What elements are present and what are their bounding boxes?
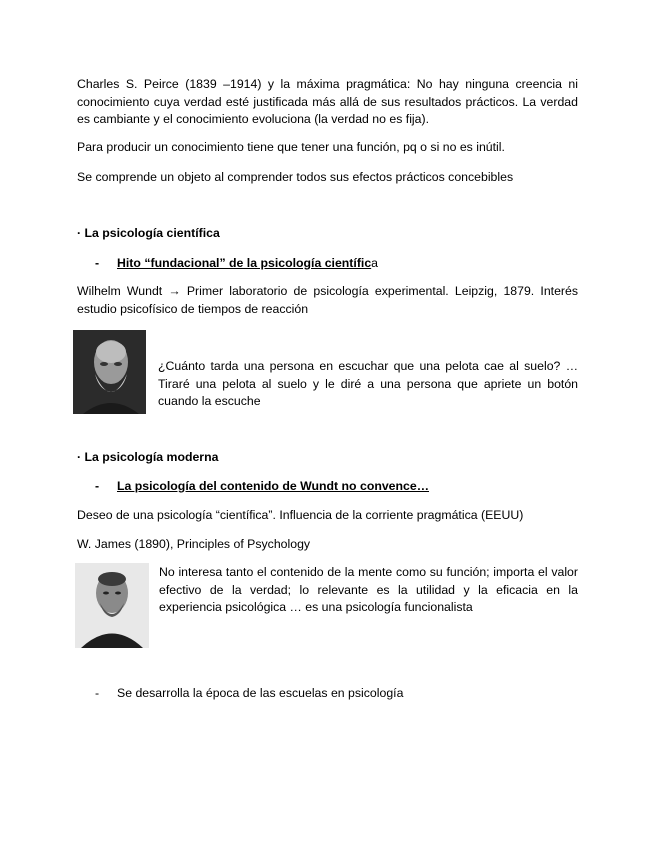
james-line: W. James (1890), Principles of Psychology <box>77 537 311 551</box>
james-portrait <box>75 563 149 648</box>
modern-subheading <box>95 478 429 496</box>
scientific-subheading-underlined: Hito “fundacional” de la psicología científic <box>117 256 372 270</box>
schools-line <box>95 685 403 703</box>
wundt-portrait <box>73 330 146 414</box>
experiment-paragraph: ¿Cuánto tarda una persona en escuchar que una pelota cae al suelo? … Tiraré una pelota al suelo y le diré a una persona que apriete un botón cuando la escuche <box>158 359 578 408</box>
scientific-subheading-tail: a <box>371 256 379 270</box>
function-line: Para producir un conocimiento tiene que tener una función, pq o si no es inútil. <box>77 140 505 154</box>
schools-text: Se desarrolla la época de las escuelas en psicología <box>117 686 404 700</box>
modern-heading: · La psicología moderna <box>77 450 219 464</box>
function-paragraph: No interesa tanto el contenido de la mente como su función; importa el valor efectivo de la verdad; lo relevante es la utilidad y la eficacia en la experiencia psicológica … es una psicología funcionalista <box>159 565 578 614</box>
peirce-paragraph: Charles S. Peirce (1839 –1914) y la máxima pragmática: No hay ninguna creencia ni conocimiento cuya verdad esté justificada más allá de sus resultados prácticos. La verdad es cambiante y el conocimiento evoluciona (la verdad no es fija). <box>77 77 578 126</box>
wundt-paragraph: Wilhelm Wundt → Primer laboratorio de psicología experimental. Leipzig, 1879. Interés estudio psicofísico de tiempos de reacción <box>77 284 578 316</box>
modern-subheading-text: La psicología del contenido de Wundt no convence… <box>117 479 430 493</box>
dash-bullet: - <box>95 686 100 700</box>
dash-bullet: - <box>95 479 100 493</box>
desire-line: Deseo de una psicología “científica”. Influencia de la corriente pragmática (EEUU) <box>77 508 524 522</box>
effects-line: Se comprende un objeto al comprender todos sus efectos prácticos concebibles <box>77 170 514 184</box>
scientific-heading: · La psicología científica <box>77 226 220 240</box>
scientific-subheading <box>95 255 378 273</box>
dash-bullet: - <box>95 256 100 270</box>
